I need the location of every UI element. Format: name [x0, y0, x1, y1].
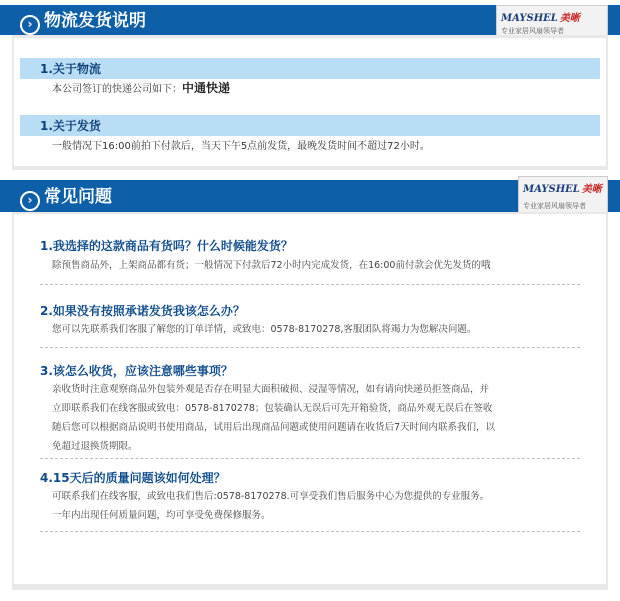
- section-faq-title: › 常见问题: [20, 185, 112, 211]
- section-logistics-band: [0, 5, 620, 35]
- brand-logo: MAYSHEL 美晰 专业家居风扇领导者: [496, 5, 608, 41]
- divider: [40, 347, 580, 348]
- divider: [40, 531, 580, 532]
- faq-question-4: 4.15天后的质量问题该如何处理？: [40, 471, 226, 485]
- faq-question-2: 2.如果没有按照承诺发货我该怎么办？: [40, 304, 245, 318]
- shipping-line: 一般情况下16:00前拍下付款后，当天下午5点前发货，最晚发货时间不超过72小时。: [52, 141, 430, 152]
- section-logistics-title: › 物流发货说明: [20, 9, 146, 35]
- faq-question-3: 3.该怎么收货，应该注意哪些事项？: [40, 364, 233, 378]
- faq-answer-3: 亲收货时注意观察商品外包装外观是否存在明显大面积破损、浸湿等情况，如有请向快递员拒签商品，并 立即联系我们在线客服或致电：0578-8170278；包装确认无误后可先开箱验货，商品外观无误后在签收 随后您可以根据商品说明书使用商品，试用后出现商品问题或使用问题请在收货后7天时间内联系我们，以 免超过退换货期限。: [52, 384, 496, 452]
- subhead-logistics: 1.关于物流: [20, 58, 600, 79]
- faq-answer-2: 您可以先联系我们客服了解您的订单详情，或致电：0578-8170278,客服团队将竭力为您解决问题。: [52, 324, 477, 335]
- chevron-right-icon: ›: [20, 15, 40, 35]
- chevron-right-icon: ›: [20, 191, 40, 211]
- faq-answer-1: 除预售商品外，上架商品都有货；一般情况下付款后72小时内完成发货，在16:00前付款会优先发货的哦: [52, 260, 491, 271]
- divider: [40, 284, 580, 285]
- section-faq-band: [0, 180, 620, 212]
- subhead-shipping: 1.关于发货: [20, 115, 600, 136]
- faq-answer-4: 可联系我们在线客服，或致电我们售后:0578-8170278.可享受我们售后服务中心为您提供的专业服务。 一年内出现任何质量问题，均可享受免费保修服务。: [52, 491, 490, 521]
- courier-line: 本公司签订的快递公司如下：中通快递: [52, 81, 231, 95]
- faq-question-1: 1.我选择的这款商品有货吗？什么时候能发货？: [40, 239, 293, 253]
- brand-logo: MAYSHEL 美晰 专业家居风扇领导者: [518, 176, 608, 216]
- divider: [40, 458, 580, 459]
